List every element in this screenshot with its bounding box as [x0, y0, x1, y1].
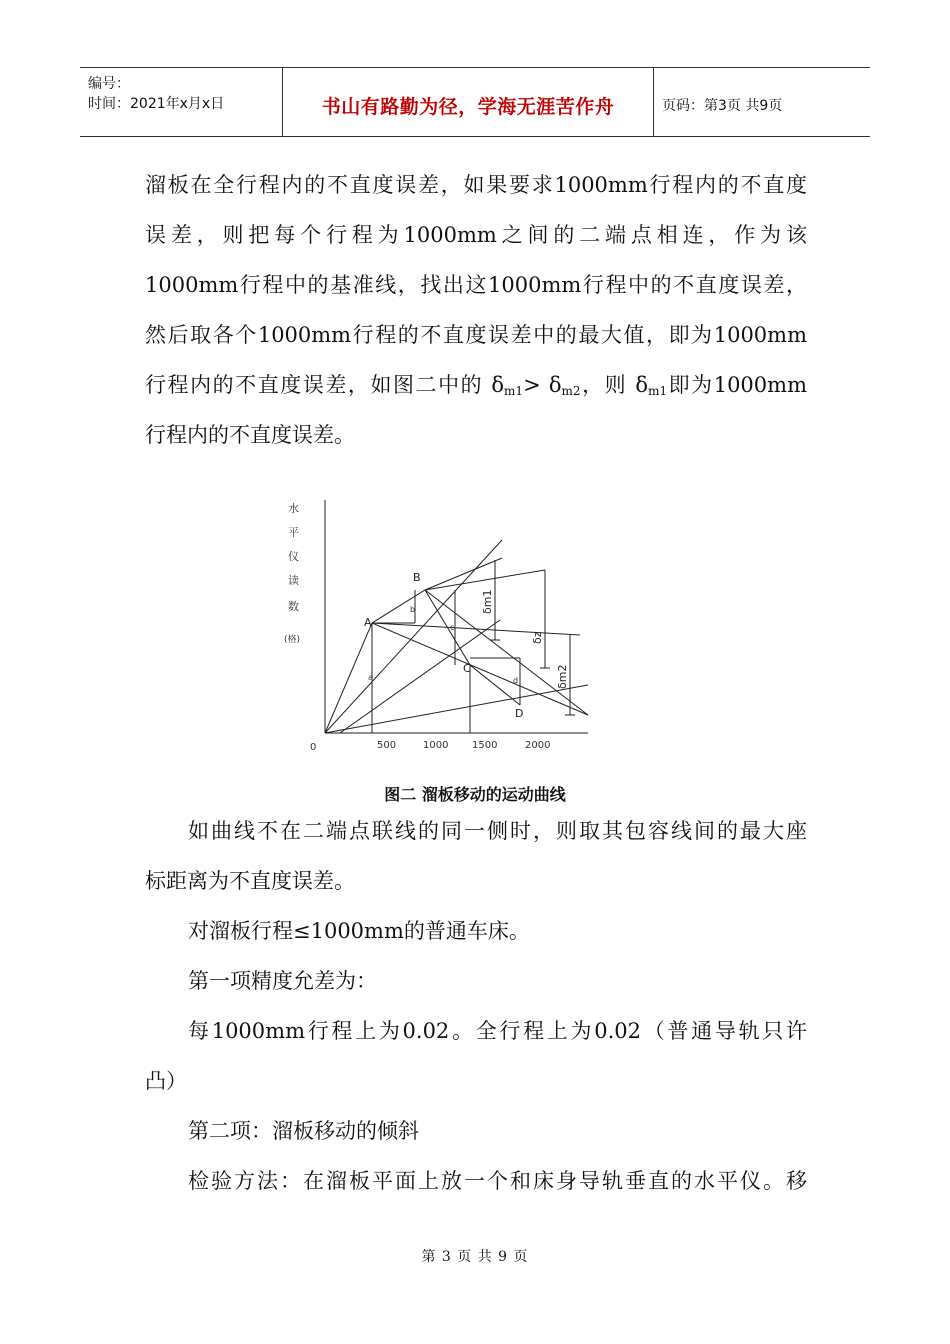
y-axis-char: 读: [288, 574, 299, 587]
delta-z-label: δz: [531, 631, 544, 644]
paragraph-line: 如曲线不在二端点联线的同一侧时，则取其包容线间的最大座: [188, 819, 807, 843]
x-tick-label: 500: [377, 740, 397, 751]
x-tick-label: 1500: [472, 740, 498, 751]
point-label-d: D: [515, 707, 524, 720]
x-tick-label: 2000: [525, 740, 551, 751]
paragraph-line: 标距离为不直度误差。: [145, 869, 355, 893]
paragraph-line: 1000mm行程中的基准线，找出这1000mm行程中的不直度误差，: [145, 273, 807, 297]
paragraph-line: 然后取各个1000mm行程的不直度误差中的最大值，即为1000mm: [145, 323, 807, 347]
page-header: [80, 67, 870, 137]
document-number: 编号：: [88, 76, 130, 92]
paragraph-line: 每1000mm行程上为0.02。全行程上为0.02（普通导轨只许: [188, 1019, 807, 1043]
y-axis-char: 仪: [288, 550, 299, 563]
segment-label: d: [513, 676, 519, 685]
segment-label: c: [450, 623, 455, 632]
motion-curve-figure: [270, 490, 600, 760]
point-label-c: C: [463, 662, 471, 675]
y-axis-char: 数: [288, 600, 299, 613]
page-footer: 第 3 页 共 9 页: [421, 1249, 529, 1265]
paragraph-line: 第二项：溜板移动的倾斜: [188, 1119, 419, 1143]
delta-m2-label: δm2: [556, 664, 569, 689]
paragraph-line: 对溜板行程≤1000mm的普通车床。: [188, 919, 530, 943]
point-label-a: A: [364, 616, 372, 629]
segment-label: a: [368, 673, 373, 682]
subscript: m2: [561, 384, 581, 398]
point-label-b: B: [413, 571, 421, 584]
header-meta-cell: [80, 68, 283, 136]
header-motto: 书山有路勤为径，学海无涯苦作舟: [321, 95, 615, 118]
paragraph-line: 溜板在全行程内的不直度误差，如果要求1000mm行程内的不直度: [145, 173, 807, 197]
y-axis-char: (格): [284, 635, 301, 645]
header-page-cell: [654, 68, 870, 136]
paragraph-line-with-delta: [145, 370, 807, 406]
subscript: m1: [648, 384, 668, 398]
paragraph-line: 检验方法：在溜板平面上放一个和床身导轨垂直的水平仪。移: [188, 1169, 807, 1193]
figure-caption: 图二 溜板移动的运动曲线: [384, 785, 566, 804]
paragraph-line: 行程内的不直度误差。: [145, 423, 355, 447]
text-run: ，则 δ: [580, 373, 649, 397]
paragraph-line: 第一项精度允差为：: [188, 969, 377, 993]
x-tick-label: 1000: [423, 740, 449, 751]
subscript: m1: [504, 384, 524, 398]
text-run: 即为1000mm: [667, 373, 807, 397]
text-run: 行程内的不直度误差，如图二中的 δ: [145, 373, 505, 397]
text-run: > δ: [523, 373, 562, 397]
header-motto-cell: [283, 68, 654, 136]
segment-label: b: [410, 605, 416, 614]
paragraph-line: 误差，则把每个行程为1000mm之间的二端点相连，作为该: [145, 223, 807, 247]
delta-m1-label: δm1: [481, 589, 494, 614]
document-time: 时间：2021年x月x日: [88, 96, 225, 112]
origin-label: 0: [310, 742, 317, 753]
y-axis-char: 平: [288, 526, 299, 539]
header-page-number: 页码：第3页 共9页: [662, 98, 783, 114]
paragraph-line: 凸）: [145, 1069, 187, 1093]
y-axis-char: 水: [288, 502, 299, 515]
